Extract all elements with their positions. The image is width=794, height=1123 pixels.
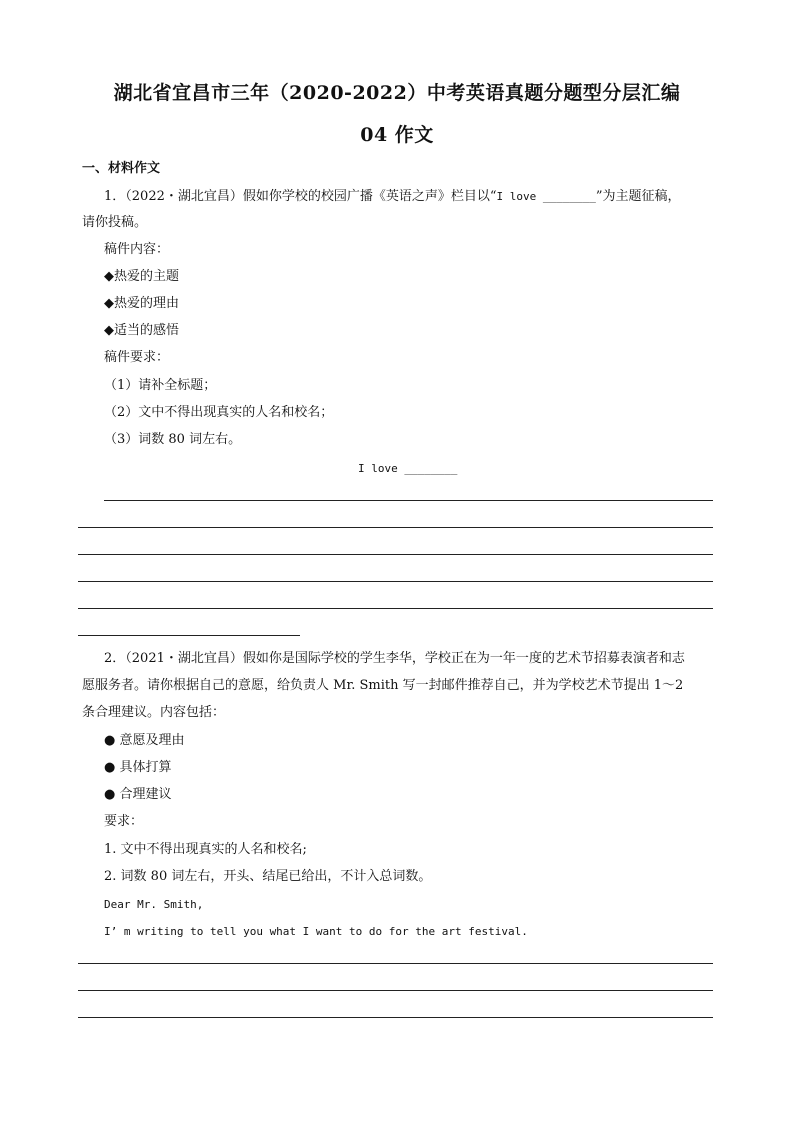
q1-intro-line1 (104, 188, 681, 206)
section-heading: 一、材料作文 (82, 161, 161, 176)
document-subtitle: 04 作文 (360, 124, 434, 146)
q1-requirements-label: 稿件要求： (104, 350, 170, 365)
q1-intro-text-a: 1．（2022・湖北宜昌）假如你学校的校园广播《英语之声》栏目以“ (104, 189, 497, 204)
q1-essay-title: I love ________ (358, 462, 458, 475)
q2-requirements-label: 要求： (104, 814, 144, 829)
q1-requirement: （2）文中不得出现真实的人名和校名； (104, 405, 334, 420)
answer-line (78, 990, 713, 991)
q1-intro-text-b: ”为主题征稿， (595, 189, 681, 204)
q2-greeting: Dear Mr. Smith, (104, 898, 204, 911)
answer-line (78, 527, 713, 528)
q1-content-label: 稿件内容： (104, 242, 170, 257)
answer-line (78, 554, 713, 555)
answer-line (78, 608, 713, 609)
q1-content-item: ◆适当的感悟 (104, 323, 179, 338)
q2-content-item: ● 具体打算 (104, 760, 172, 775)
q1-content-item: ◆热爱的理由 (104, 296, 179, 311)
q2-requirement: 2. 词数 80 词左右，开头、结尾已给出，不计入总词数。 (104, 869, 432, 884)
document-title: 湖北省宜昌市三年（2020-2022）中考英语真题分题型分层汇编 (113, 82, 681, 104)
q1-requirement: （1）请补全标题； (104, 378, 217, 393)
answer-line (78, 635, 300, 636)
answer-line (78, 1017, 713, 1018)
q1-intro-topic: I love ________ (496, 190, 596, 203)
q2-intro-line3: 条合理建议。内容包括： (82, 705, 226, 720)
q2-intro-line2: 愿服务者。请你根据自己的意愿，给负责人 Mr. Smith 写一封邮件推荐自己，并为学校艺术节提出 1～2 (82, 678, 684, 693)
answer-line (78, 963, 713, 964)
q1-intro-line2: 请你投稿。 (82, 215, 148, 230)
q2-opening-sentence: I’ m writing to tell you what I want to do for the art festival. (104, 925, 528, 938)
q2-content-item: ● 意愿及理由 (104, 733, 185, 748)
q1-content-item: ◆热爱的主题 (104, 269, 179, 284)
answer-line (104, 500, 713, 501)
q2-content-item: ● 合理建议 (104, 787, 172, 802)
answer-line (78, 581, 713, 582)
q2-intro-line1: 2．（2021・湖北宜昌）假如你是国际学校的学生李华，学校正在为一年一度的艺术节招募表演者和志 (104, 651, 685, 666)
q2-requirement: 1. 文中不得出现真实的人名和校名; (104, 842, 307, 857)
q1-requirement: （3）词数 80 词左右。 (104, 432, 242, 447)
